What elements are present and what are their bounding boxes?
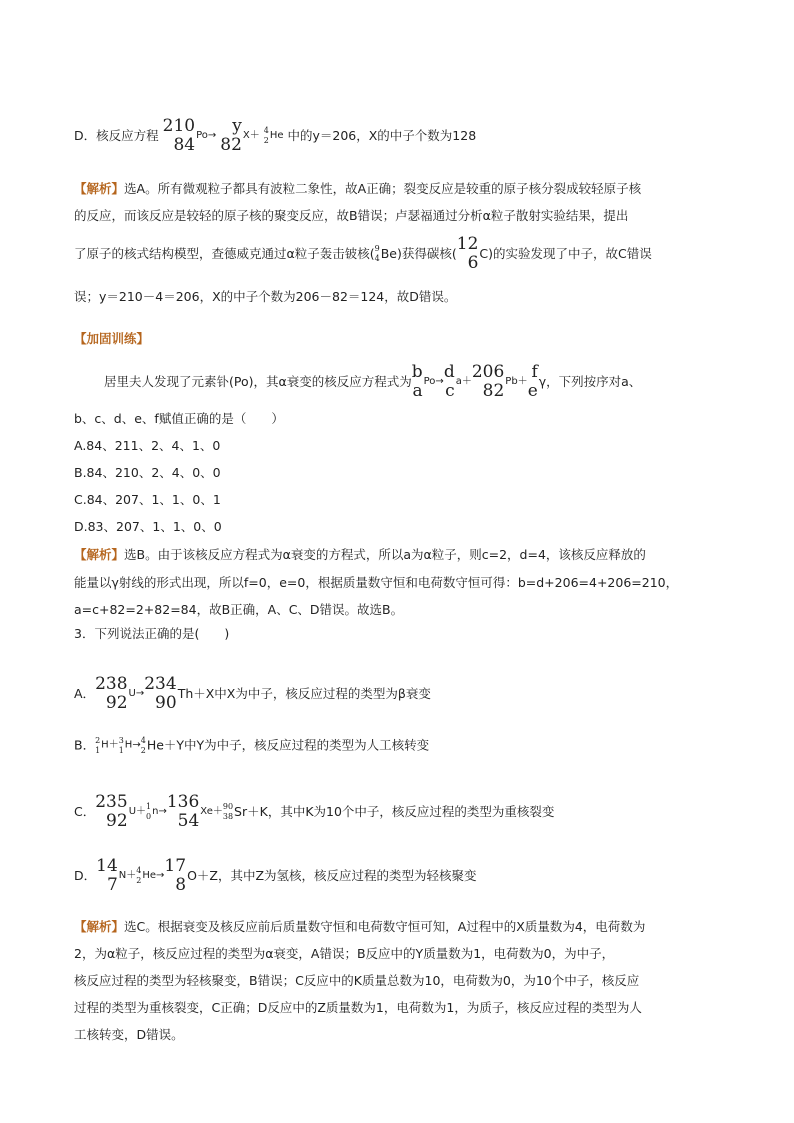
nuclide-pb-206: 206 82 [471,362,505,401]
nuclide-c-12: 12 6 [456,234,479,273]
analysis-text: C)的实验发现了中子，故C错误 [479,246,652,261]
analysis-2-line-3: a=c+82=2+82=84，故B正确，A、C、D错误。故选B。 [74,602,404,617]
option-label: A． [74,686,96,701]
analysis-3-line-1 [74,918,645,936]
option-d-rest: 中的y＝206，X的中子个数为128 [287,128,477,143]
analysis-1-line-2: 的反应，而该反应是较轻的原子核的聚变反应，故B错误；卢瑟福通过分析α粒子散射实验结果，提出 [74,208,629,223]
nuclide-po-ab: b a [411,362,423,401]
analysis-text: 选C。根据衰变及核反应前后质量数守恒和电荷数守恒可知，A过程中的X质量数为4，电荷数为 [124,919,646,934]
nuclide-he-4c: 4 2 [136,866,142,885]
nuclide-sr-90: 90 38 [222,802,234,821]
nuclide-be-9: 9 4 [374,244,380,263]
q2-stem: 居里夫人发现了元素钋(Po)，其α衰变的核反应方程式为 [104,374,412,389]
analysis-tag: 【解析】 [74,181,125,196]
nuclide-gamma-fe: f e [527,362,538,401]
q3-option-d: D． 14 7 N＋ 4 2 He→ 17 8 O＋Z，其中Z为氢核，核反应过程的类型为轻核聚变 [74,856,477,895]
nuclide-o-17: 17 8 [164,856,187,895]
analysis-text: Be)获得碳核( [380,246,457,261]
nuclide-n-1: 1 0 [146,802,152,821]
option-label: B． [74,737,96,753]
nuclide-h-2: 2 1 [95,735,101,755]
nuclide-u-238: 238 92 [95,674,128,713]
option-text: Th＋X中X为中子，核反应过程的类型为β衰变 [177,686,431,701]
nuclide-h-3: 3 1 [118,735,124,755]
nuclide-po-210: 210 84 [162,116,196,155]
analysis-3-line-5: 工核转变，D错误。 [74,1027,184,1042]
analysis-3-line-2: 2，为α粒子，核反应过程的类型为α衰变，A错误；B反应中的Y质量数为1，电荷数为0，为中子， [74,946,615,961]
q2-option-d: D.83、207、1、1、0、0 [74,519,222,534]
q2-stem-line-1: 居里夫人发现了元素钋(Po)，其α衰变的核反应方程式为 b a Po→ d c a＋ 206 82 Pb＋ f e γ，下列按序对a、 [104,362,642,401]
q3-option-c: C． 235 92 U＋ 1 0 n→ 136 54 Xe＋ 90 38 Sr＋K，其中K为10个中子，核反应过程的类型为重核裂变 [74,792,555,831]
nuclide-xe-136: 136 54 [166,792,200,831]
prev-option-d: D．核反应方程 210 84 Po→ y 82 X＋ 4 2 He 中的y＝206，X的中子个数为128 [74,116,477,155]
nuclide-he-4b: 4 2 [140,735,146,755]
nuclide-x: y 82 [220,116,242,155]
nuclide-he-4: 4 2 [263,126,269,145]
analysis-text: 了原子的核式结构模型，查德威克通过α粒子轰击铍核( [74,246,375,261]
analysis-tag: 【解析】 [74,547,125,562]
analysis-1-line-4: 误；y＝210－4＝206，X的中子个数为206－82＝124，故D错误。 [74,289,457,304]
nuclide-u-235: 235 92 [95,792,128,831]
analysis-text: 选B。由于该核反应方程式为α衰变的方程式，所以a为α粒子，则c=2，d=4，该核反应释放的 [124,547,646,562]
analysis-2-line-2: 能量以γ射线的形式出现，所以f=0，e=0，根据质量数守恒和电荷数守恒可得：b=d+206=4+206=210， [74,575,679,590]
analysis-2-line-1 [74,546,646,564]
reinforce-tag: 【加固训练】 [74,331,150,346]
option-d-label: D．核反应方程 [74,128,159,143]
option-text: Sr＋K，其中K为10个中子，核反应过程的类型为重核裂变 [234,804,555,819]
nuclide-n-14: 14 7 [96,856,118,895]
analysis-tag: 【解析】 [74,919,125,934]
q3-option-b: B． 2 1 H＋ 3 1 H→ 4 2 He＋Y中Y为中子，核反应过程的类型为人工核转变 [74,735,430,755]
option-text: He＋Y中Y为中子，核反应过程的类型为人工核转变 [146,737,430,753]
analysis-3-line-3: 核反应过程的类型为轻核聚变，B错误；C反应中的K质量总数为10，电荷数为0，为10个中子，核反应 [74,973,640,988]
analysis-text: 选A。所有微观粒子都具有波粒二象性，故A正确；裂变反应是较重的原子核分裂成较轻原子核 [124,181,642,196]
option-label: D． [74,868,97,883]
option-label: C． [74,804,96,819]
q3-option-a: A． 238 92 U→ 234 90 Th＋X中X为中子，核反应过程的类型为β衰变 [74,674,431,713]
nuclide-th-234: 234 90 [144,674,177,713]
q2-stem: γ，下列按序对a、 [538,374,642,389]
option-text: O＋Z，其中Z为氢核，核反应过程的类型为轻核聚变 [187,868,477,883]
q2-option-a: A.84、211、2、4、1、0 [74,438,221,453]
q2-stem-line-2: b、c、d、e、f赋值正确的是（ ） [74,411,284,426]
analysis-3-line-4: 过程的类型为重核裂变，C正确；D反应中的Z质量数为1，电荷数为1，为质子，核反应过程的类型为人 [74,1000,642,1015]
analysis-1-line-1 [74,180,641,198]
nuclide-alpha-dc: d c [443,362,455,401]
q2-option-c: C.84、207、1、1、0、1 [74,492,221,507]
q3-stem: 3．下列说法正确的是( ) [74,626,230,641]
analysis-1-line-3 [74,236,652,272]
q2-option-b: B.84、210、2、4、0、0 [74,465,221,480]
